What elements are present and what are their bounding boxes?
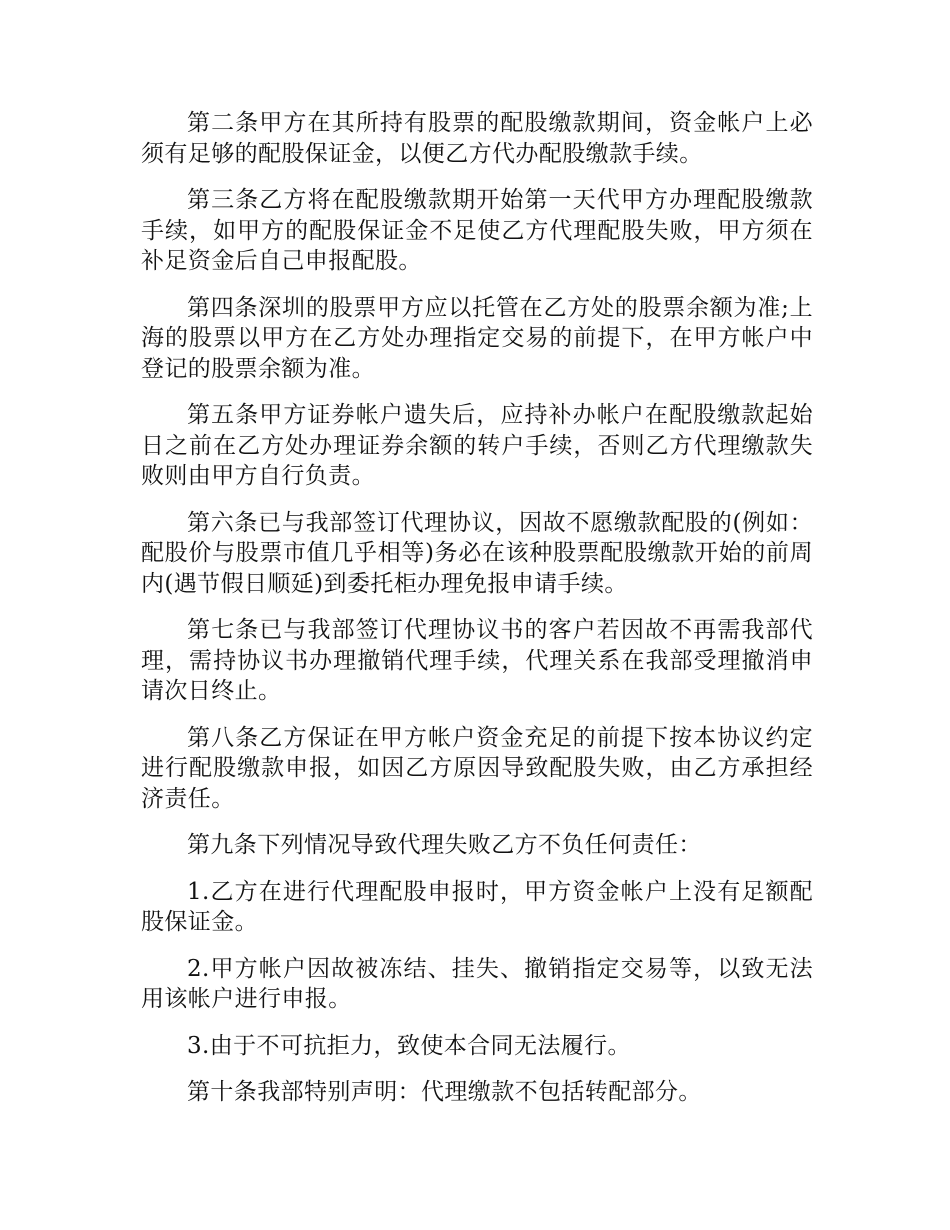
article-4-paragraph: 第四条深圳的股票甲方应以托管在乙方处的股票余额为准;上海的股票以甲方在乙方处办理指定交易的前提下，在甲方帐户中登记的股票余额为准。 bbox=[141, 294, 813, 382]
document-page bbox=[141, 108, 813, 1124]
article-8-paragraph: 第八条乙方保证在甲方帐户资金充足的前提下按本协议约定进行配股缴款申报，如因乙方原因导致配股失败，由乙方承担经济责任。 bbox=[141, 724, 813, 812]
article-2-paragraph: 第二条甲方在其所持有股票的配股缴款期间，资金帐户上必须有足够的配股保证金，以便乙方代办配股缴款手续。 bbox=[141, 110, 813, 167]
article-5-paragraph: 第五条甲方证券帐户遗失后，应持补办帐户在配股缴款起始日之前在乙方处办理证券余额的转户手续，否则乙方代理缴款失败则由甲方自行负责。 bbox=[141, 402, 813, 489]
article-9-item-1: 1.乙方在进行代理配股申报时，甲方资金帐户上没有足额配股保证金。 bbox=[141, 878, 813, 935]
article-6-paragraph: 第六条已与我部签订代理协议，因故不愿缴款配股的(例如：配股价与股票市值几乎相等)务必在该种股票配股缴款开始的前周内(遇节假日顺延)到委托柜办理免报申请手续。 bbox=[141, 509, 813, 597]
article-9-paragraph: 第九条下列情况导致代理失败乙方不负任何责任： bbox=[187, 832, 702, 858]
article-9-item-2: 2.甲方帐户因故被冻结、挂失、撤销指定交易等，以致无法用该帐户进行申报。 bbox=[141, 955, 813, 1012]
article-3-paragraph: 第三条乙方将在配股缴款期开始第一天代甲方办理配股缴款手续，如甲方的配股保证金不足使乙方代理配股失败，甲方须在补足资金后自己申报配股。 bbox=[141, 187, 813, 274]
article-10-paragraph: 第十条我部特别声明：代理缴款不包括转配部分。 bbox=[187, 1079, 702, 1105]
article-7-paragraph: 第七条已与我部签订代理协议书的客户若因故不再需我部代理，需持协议书办理撤销代理手续，代理关系在我部受理撤消申请次日终止。 bbox=[141, 617, 813, 704]
article-9-item-3: 3.由于不可抗拒力，致使本合同无法履行。 bbox=[187, 1032, 631, 1059]
